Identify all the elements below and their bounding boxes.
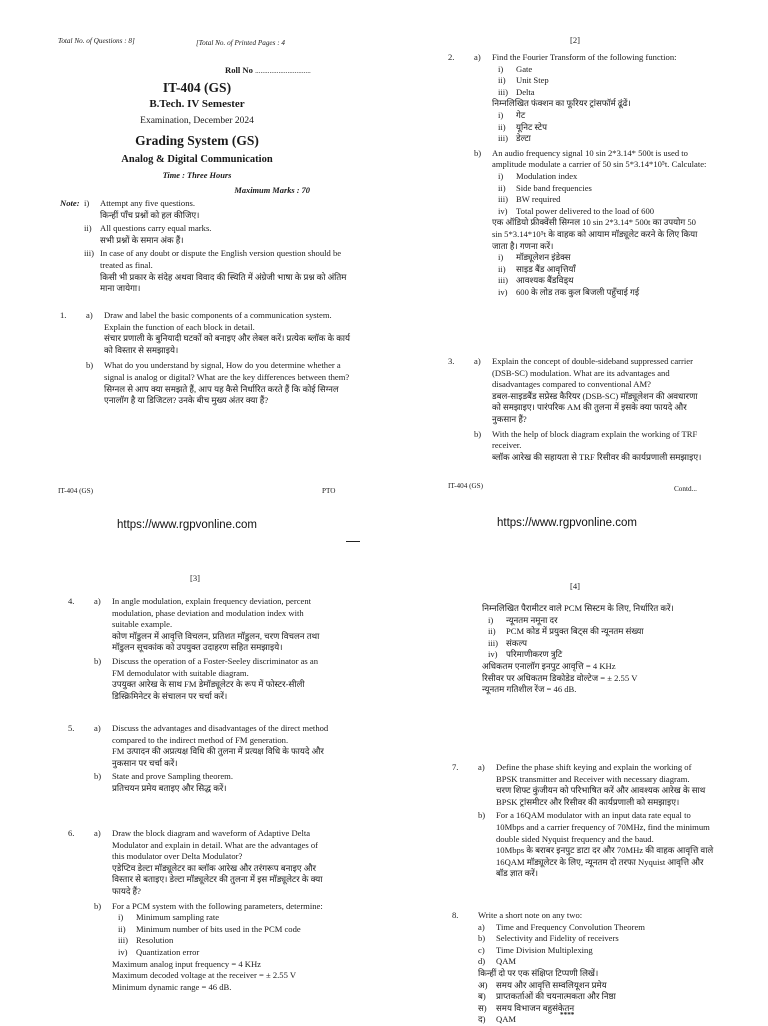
question-2: 2. a) Find the Fourier Transform of the following function: i) Gate ii) Unit Step iii) Delta निम्नलिखित फंक्शन का फूरियर ट्रांसफॉर्म ढूंढें। i) गेट ii) यूनिट स्टेप iii) डेल्टा b) An audio frequency signal 10 sin 2*3.14* 500t is used to amplitude modulate a carrier of 50 sin 5*3.14*10⁵t. Calculate: i) Modulation index ii) Side band frequencies iii) BW required iv) Total power delivered to the load of 600 एक ऑडियो फ्रीक्वेंसी सिग्नल 10 sin 2*3.14* 500t का उपयोग 50 sin 5*3.14*10⁵t के वाहक को आयाम मॉड्यूलेट करने के लिए किया जाता है। गणना करें। i) मॉड्यूलेशन इंडेक्स ii) साइड बैंड आवृत्तियाँ iii) आवश्यक बैंडविड्थ iv) 600 के लोड तक कुल बिजली पहुँचाई गई xyxy=(448,52,707,297)
exam-time: Time : Three Hours xyxy=(162,171,232,180)
header-printed-pages: [Total No. of Printed Pages : 4 xyxy=(196,39,285,47)
note-1: Note: i) Attempt any five questions. किन्हीं पाँच प्रश्नों को हल कीजिए। xyxy=(60,198,200,220)
subject-title: Analog & Digital Communication xyxy=(121,154,273,165)
question-7: 7. a) Define the phase shift keying and explain the working of BPSK transmitter and Receiver with necessary diagram. चरण शिफ्ट कुंजीयन को परिभाषित करें और आवश्यक आरेख के साथ BPSK ट्रांसमीटर और रिसीवर की कार्यप्रणाली को समझाइए। b) For a 16QAM modulator with an input data rate equal to 10Mbps and a carrier frequency of 70MHz, find the minimum double sided Nyquist frequency and the baud. 10Mbps के बराबर इनपुट डाटा दर और 70MHz की वाहक आवृत्ति वाले 16QAM मॉड्यूलेटर के लिए, न्यूनतम दो तरफा Nyquist आवृत्ति और बॉड ज्ञात करें। xyxy=(452,762,714,879)
watermark-url-2[interactable]: https://www.rgpvonline.com xyxy=(497,517,637,529)
divider-mark xyxy=(346,541,360,542)
note-2: ii) All questions carry equal marks. सभी प्रश्नों के समान अंक हैं। xyxy=(84,223,212,245)
question-4: 4. a) In angle modulation, explain frequency deviation, percent modulation, phase deviation and modulation index with suitable example. कोण मॉडुलन में आवृत्ति विचलन, प्रतिशत मॉडुलन, चरण विचलन तथा मॉडुलन सूचकांक को उपयुक्त उदाहरण सहित समझाइये। b) Discuss the operation of a Foster-Seeley discriminator as an FM demodulator with suitable diagram. उपयुक्त आरेख के साथ FM डेमॉड्यूलेटर के रूप में फोस्टर-सीली डिस्क्रिमिनेटर के संचालन पर चर्चा करें। xyxy=(68,596,320,701)
footer-code-p2: IT-404 (GS) xyxy=(448,482,484,490)
page-number-2: [2] xyxy=(570,35,581,45)
roll-no-label: Roll No ............................... xyxy=(225,65,311,75)
pcm-hindi-block: निम्नलिखित पैरामीटर वाले PCM सिस्टम के लिए, निर्धारित करें। i) न्यूनतम नमूना दर ii) PCM कोड में प्रयुक्त बिट्स की न्यूनतम संख्या iii) संकल्प iv) परिमाणीकरण त्रुटि अधिकतम एनालॉग इनपुट आवृत्ति = 4 KHz रिसीवर पर अधिकतम डिकोडेड वोल्टेज = ± 2.55 V न्यूनतम गतिशील रेंज = 46 dB. xyxy=(482,603,674,695)
max-marks: Maximum Marks : 70 xyxy=(234,186,310,195)
header-total-questions: Total No. of Questions : 8] xyxy=(58,37,135,45)
page-number-3: [3] xyxy=(190,573,201,583)
watermark-url-1[interactable]: https://www.rgpvonline.com xyxy=(117,519,257,531)
page-number-4: [4] xyxy=(570,581,581,591)
grading-system: Grading System (GS) xyxy=(135,133,259,148)
footer-contd: Contd... xyxy=(674,485,697,493)
question-5: 5. a) Discuss the advantages and disadvantages of the direct method compared to the indirect method of FM generation. FM उत्पादन की अप्रत्यक्ष विधि की तुलना में प्रत्यक्ष विधि के फायदे और नुकसान पर चर्चा करें। b) State and prove Sampling theorem. प्रतिचयन प्रमेय बताइए और सिद्ध करें। xyxy=(68,723,329,793)
end-mark: **** xyxy=(560,1011,575,1019)
question-6: 6. a) Draw the block diagram and waveform of Adaptive Delta Modulator and explain in detail. What are the advantages of this modulator over Delta Modulator? एडेप्टिव डेल्टा मॉड्यूलेटर का ब्लॉक आरेख और तरंगरूप बनाइए और विस्तार से बताइए। डेल्टा मॉड्यूलेटर की तुलना में इस मॉड्यूलेटर के क्या फायदे हैं? b) For a PCM system with the following parameters, determine: i) Minimum sampling rate ii) Minimum number of bits used in the PCM code iii) Resolution iv) Quantization error Maximum analog input frequency = 4 KHz Maximum decoded voltage at the receiver = ± 2.55 V Minimum dynamic range = 46 dB. xyxy=(68,828,323,992)
notes xyxy=(60,198,360,295)
footer-pto: PTO xyxy=(322,487,336,495)
paper-code: IT-404 (GS) xyxy=(162,80,232,95)
exam-session: Examination, December 2024 xyxy=(140,116,254,126)
question-1: 1. a) Draw and label the basic components of a communication system. Explain the function of each block in detail. संचार प्रणाली के बुनियादी घटकों को बनाइए और लेबल करें। प्रत्येक ब्लॉक के कार्य को विस्तार से समझाइये। b) What do you understand by signal, How do you determine whether a signal is analog or digital? What are the key differences between them? सिग्नल से आप क्या समझते हैं, आप यह कैसे निर्धारित करते हैं कि कोई सिग्नल एनालॉग है या डिजिटल? उनके बीच मुख्य अंतर क्या हैं? xyxy=(60,310,351,406)
footer-code-p1: IT-404 (GS) xyxy=(58,487,94,495)
note-3: iii) In case of any doubt or dispute the English version question should be treated as final. किसी भी प्रकार के संदेह अथवा विवाद की स्थिति में अंग्रेजी भाषा के प्रश्न को अंतिम माना जायेगा। xyxy=(84,248,347,294)
note-label: Note: xyxy=(60,198,80,208)
course-title: B.Tech. IV Semester xyxy=(149,98,245,110)
question-3: 3. a) Explain the concept of double-sideband suppressed carrier (DSB-SC) modulation. What are its advantages and disadvantages compared to conventional AM? डबल-साइडबैंड सप्रेस्ड कैरियर (DSB-SC) मॉड्यूलेशन की अवधारणा को समझाइए। पारंपरिक AM की तुलना में इसके क्या फायदे और नुकसान हैं? b) With the help of block diagram explain the working of TRF receiver. ब्लॉक आरेख की सहायता से TRF रिसीवर की कार्यप्रणाली समझाइए। xyxy=(448,356,702,462)
question-8: 8. Write a short note on any two: a) Time and Frequency Convolution Theorem b) Selectivity and Fidelity of receivers c) Time Division Multiplexing d) QAM किन्हीं दो पर एक संक्षिप्त टिप्पणी लिखें। अ) समय और आवृत्ति सम्वलियूशन प्रमेय ब) प्राप्तकर्ताओं की चयनात्मकता और निष्ठा स) समय विभाजन बहुसंकेतन द) QAM xyxy=(452,910,645,1025)
